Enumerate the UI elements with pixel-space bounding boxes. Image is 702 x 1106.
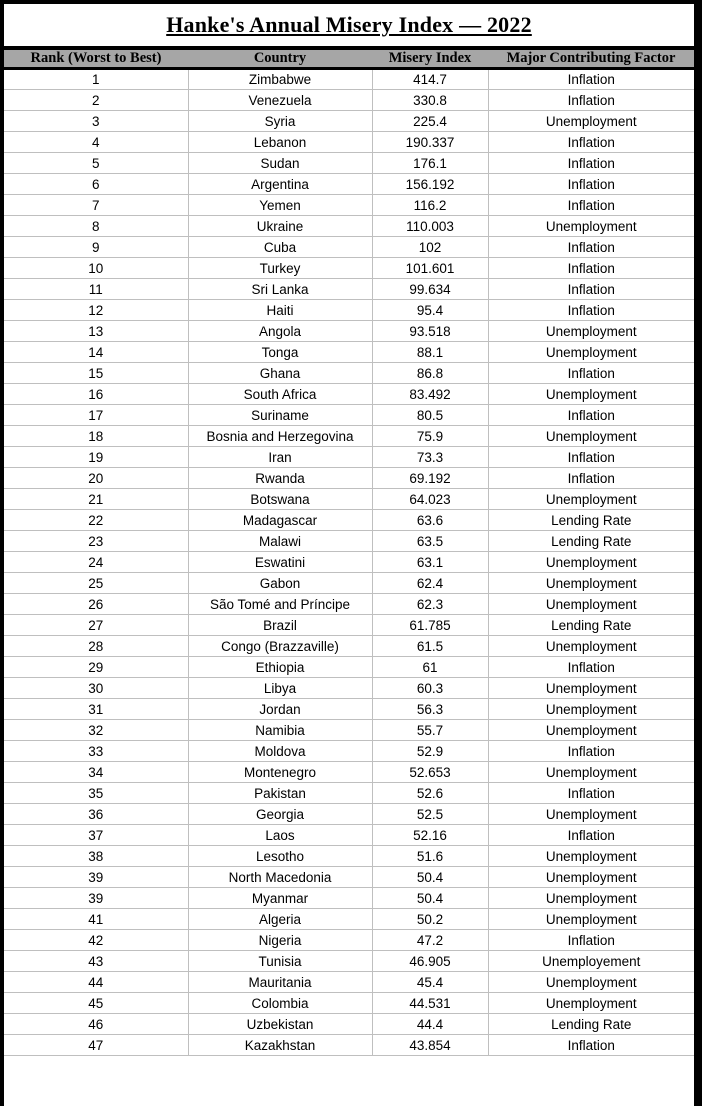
table-row [4,636,694,657]
misery-index-cell: 80.5 [372,405,488,426]
misery-index-cell: 75.9 [372,426,488,447]
rank-cell: 4 [4,132,188,153]
country-cell: Ukraine [188,216,372,237]
table-row [4,573,694,594]
factor-cell: Unemployment [488,762,694,783]
factor-cell: Unemployment [488,972,694,993]
table-row [4,384,694,405]
misery-index-cell: 52.16 [372,825,488,846]
factor-cell: Inflation [488,468,694,489]
misery-index-cell: 50.2 [372,909,488,930]
country-cell: Cuba [188,237,372,258]
country-cell: Eswatini [188,552,372,573]
misery-index-cell: 52.6 [372,783,488,804]
country-cell: Tunisia [188,951,372,972]
rank-cell: 28 [4,636,188,657]
table-row [4,447,694,468]
table-row [4,993,694,1014]
rank-cell: 12 [4,300,188,321]
factor-cell: Unemployment [488,111,694,132]
table-row [4,174,694,195]
table-row [4,720,694,741]
factor-cell: Inflation [488,447,694,468]
factor-cell: Unemployment [488,342,694,363]
table-row [4,741,694,762]
country-cell: Pakistan [188,783,372,804]
country-cell: Kazakhstan [188,1035,372,1056]
misery-index-cell: 63.1 [372,552,488,573]
misery-index-cell: 414.7 [372,69,488,90]
country-cell: Myanmar [188,888,372,909]
factor-cell: Unemployment [488,552,694,573]
misery-index-cell: 63.5 [372,531,488,552]
factor-cell: Unemployment [488,573,694,594]
rank-cell: 25 [4,573,188,594]
misery-index-cell: 55.7 [372,720,488,741]
country-cell: Zimbabwe [188,69,372,90]
country-cell: Syria [188,111,372,132]
rank-cell: 27 [4,615,188,636]
misery-index-cell: 43.854 [372,1035,488,1056]
misery-index-cell: 116.2 [372,195,488,216]
country-cell: Algeria [188,909,372,930]
factor-cell: Inflation [488,741,694,762]
misery-index-cell: 44.531 [372,993,488,1014]
rank-cell: 36 [4,804,188,825]
misery-index-cell: 69.192 [372,468,488,489]
factor-cell: Unemployment [488,804,694,825]
misery-index-cell: 52.9 [372,741,488,762]
table-row [4,762,694,783]
factor-cell: Inflation [488,132,694,153]
misery-index-cell: 62.4 [372,573,488,594]
table-row [4,930,694,951]
misery-index-cell: 50.4 [372,888,488,909]
table-row [4,552,694,573]
misery-index-cell: 47.2 [372,930,488,951]
page-title [4,4,694,46]
table-row [4,363,694,384]
rank-cell: 29 [4,657,188,678]
rank-cell: 38 [4,846,188,867]
misery-index-cell: 61.5 [372,636,488,657]
misery-index-cell: 95.4 [372,300,488,321]
country-cell: Brazil [188,615,372,636]
factor-cell: Lending Rate [488,531,694,552]
factor-cell: Inflation [488,657,694,678]
rank-cell: 2 [4,90,188,111]
factor-cell: Inflation [488,69,694,90]
table-row [4,69,694,90]
rank-cell: 31 [4,699,188,720]
country-cell: Lebanon [188,132,372,153]
factor-cell: Inflation [488,783,694,804]
country-cell: Sudan [188,153,372,174]
misery-index-cell: 52.5 [372,804,488,825]
rank-cell: 20 [4,468,188,489]
misery-index-cell: 56.3 [372,699,488,720]
column-header-factor: Major Contributing Factor [488,48,694,69]
table-row [4,867,694,888]
factor-cell: Unemployment [488,846,694,867]
factor-cell: Inflation [488,1035,694,1056]
table-row [4,678,694,699]
misery-index-cell: 93.518 [372,321,488,342]
country-cell: São Tomé and Príncipe [188,594,372,615]
table-row [4,195,694,216]
rank-cell: 8 [4,216,188,237]
country-cell: Rwanda [188,468,372,489]
rank-cell: 43 [4,951,188,972]
table-row [4,594,694,615]
rank-cell: 18 [4,426,188,447]
rank-cell: 14 [4,342,188,363]
misery-index-cell: 61.785 [372,615,488,636]
rank-cell: 10 [4,258,188,279]
table-row [4,405,694,426]
country-cell: South Africa [188,384,372,405]
rank-cell: 19 [4,447,188,468]
country-cell: Namibia [188,720,372,741]
misery-index-cell: 176.1 [372,153,488,174]
country-cell: Botswana [188,489,372,510]
misery-index-table [4,46,694,1056]
table-row [4,237,694,258]
rank-cell: 44 [4,972,188,993]
table-row [4,153,694,174]
misery-index-cell: 102 [372,237,488,258]
rank-cell: 11 [4,279,188,300]
factor-cell: Unemployment [488,426,694,447]
table-row [4,300,694,321]
country-cell: Moldova [188,741,372,762]
factor-cell: Lending Rate [488,510,694,531]
country-cell: Gabon [188,573,372,594]
country-cell: Haiti [188,300,372,321]
misery-index-cell: 45.4 [372,972,488,993]
rank-cell: 17 [4,405,188,426]
rank-cell: 35 [4,783,188,804]
table-row [4,909,694,930]
table-row [4,972,694,993]
country-cell: Malawi [188,531,372,552]
factor-cell: Inflation [488,258,694,279]
rank-cell: 13 [4,321,188,342]
table-row [4,426,694,447]
factor-cell: Inflation [488,90,694,111]
table-row [4,888,694,909]
misery-index-cell: 330.8 [372,90,488,111]
rank-cell: 23 [4,531,188,552]
misery-index-cell: 44.4 [372,1014,488,1035]
table-row [4,216,694,237]
rank-cell: 34 [4,762,188,783]
country-cell: Ghana [188,363,372,384]
table-row [4,132,694,153]
table-row [4,258,694,279]
factor-cell: Inflation [488,825,694,846]
rank-cell: 41 [4,909,188,930]
column-header-misery-index: Misery Index [372,48,488,69]
misery-index-cell: 63.6 [372,510,488,531]
table-row [4,342,694,363]
rank-cell: 39 [4,888,188,909]
factor-cell: Unemployment [488,993,694,1014]
rank-cell: 22 [4,510,188,531]
factor-cell: Unemployment [488,594,694,615]
table-row [4,321,694,342]
table-row [4,951,694,972]
misery-index-cell: 83.492 [372,384,488,405]
country-cell: Iran [188,447,372,468]
misery-index-cell: 51.6 [372,846,488,867]
misery-index-cell: 52.653 [372,762,488,783]
country-cell: Lesotho [188,846,372,867]
header-row [4,48,694,69]
table-row [4,615,694,636]
table-row [4,783,694,804]
misery-index-cell: 101.601 [372,258,488,279]
rank-cell: 37 [4,825,188,846]
rank-cell: 32 [4,720,188,741]
rank-cell: 46 [4,1014,188,1035]
country-cell: Angola [188,321,372,342]
country-cell: Congo (Brazzaville) [188,636,372,657]
factor-cell: Inflation [488,174,694,195]
table-row [4,1014,694,1035]
factor-cell: Inflation [488,195,694,216]
column-header-rank: Rank (Worst to Best) [4,48,188,69]
table-header [4,48,694,69]
rank-cell: 1 [4,69,188,90]
table-row [4,699,694,720]
table-row [4,825,694,846]
misery-index-cell: 61 [372,657,488,678]
table-body [4,69,694,1056]
country-cell: Ethiopia [188,657,372,678]
factor-cell: Inflation [488,405,694,426]
factor-cell: Unemployment [488,909,694,930]
factor-cell: Unemployment [488,636,694,657]
table-row [4,1035,694,1056]
misery-index-cell: 88.1 [372,342,488,363]
country-cell: Nigeria [188,930,372,951]
factor-cell: Unemployment [488,216,694,237]
misery-index-cell: 99.634 [372,279,488,300]
rank-cell: 45 [4,993,188,1014]
rank-cell: 21 [4,489,188,510]
country-cell: Madagascar [188,510,372,531]
country-cell: Yemen [188,195,372,216]
factor-cell: Inflation [488,237,694,258]
factor-cell: Lending Rate [488,615,694,636]
misery-index-cell: 64.023 [372,489,488,510]
country-cell: Bosnia and Herzegovina [188,426,372,447]
country-cell: North Macedonia [188,867,372,888]
rank-cell: 33 [4,741,188,762]
rank-cell: 6 [4,174,188,195]
factor-cell: Unemployement [488,951,694,972]
factor-cell: Unemployment [488,888,694,909]
factor-cell: Unemployment [488,678,694,699]
table-row [4,531,694,552]
factor-cell: Unemployment [488,720,694,741]
misery-index-cell: 156.192 [372,174,488,195]
rank-cell: 15 [4,363,188,384]
page-title-text: Hanke's Annual Misery Index — 2022 [166,12,532,37]
country-cell: Venezuela [188,90,372,111]
rank-cell: 24 [4,552,188,573]
misery-index-cell: 46.905 [372,951,488,972]
table-row [4,657,694,678]
factor-cell: Inflation [488,279,694,300]
table-row [4,510,694,531]
country-cell: Mauritania [188,972,372,993]
rank-cell: 3 [4,111,188,132]
country-cell: Libya [188,678,372,699]
misery-index-cell: 73.3 [372,447,488,468]
column-header-country: Country [188,48,372,69]
country-cell: Georgia [188,804,372,825]
table-row [4,468,694,489]
rank-cell: 9 [4,237,188,258]
rank-cell: 42 [4,930,188,951]
country-cell: Colombia [188,993,372,1014]
factor-cell: Inflation [488,300,694,321]
factor-cell: Inflation [488,153,694,174]
rank-cell: 7 [4,195,188,216]
misery-index-cell: 110.003 [372,216,488,237]
misery-index-cell: 225.4 [372,111,488,132]
country-cell: Turkey [188,258,372,279]
misery-index-cell: 62.3 [372,594,488,615]
country-cell: Uzbekistan [188,1014,372,1035]
factor-cell: Unemployment [488,321,694,342]
factor-cell: Unemployment [488,489,694,510]
table-row [4,489,694,510]
country-cell: Argentina [188,174,372,195]
rank-cell: 26 [4,594,188,615]
factor-cell: Unemployment [488,384,694,405]
table-row [4,804,694,825]
misery-index-cell: 190.337 [372,132,488,153]
rank-cell: 16 [4,384,188,405]
factor-cell: Inflation [488,930,694,951]
rank-cell: 39 [4,867,188,888]
rank-cell: 30 [4,678,188,699]
rank-cell: 5 [4,153,188,174]
factor-cell: Inflation [488,363,694,384]
table-row [4,90,694,111]
country-cell: Laos [188,825,372,846]
misery-index-cell: 50.4 [372,867,488,888]
table-row [4,279,694,300]
factor-cell: Unemployment [488,867,694,888]
country-cell: Jordan [188,699,372,720]
table-row [4,111,694,132]
misery-index-cell: 60.3 [372,678,488,699]
country-cell: Suriname [188,405,372,426]
factor-cell: Unemployment [488,699,694,720]
table-row [4,846,694,867]
country-cell: Sri Lanka [188,279,372,300]
rank-cell: 47 [4,1035,188,1056]
country-cell: Montenegro [188,762,372,783]
misery-index-cell: 86.8 [372,363,488,384]
country-cell: Tonga [188,342,372,363]
factor-cell: Lending Rate [488,1014,694,1035]
